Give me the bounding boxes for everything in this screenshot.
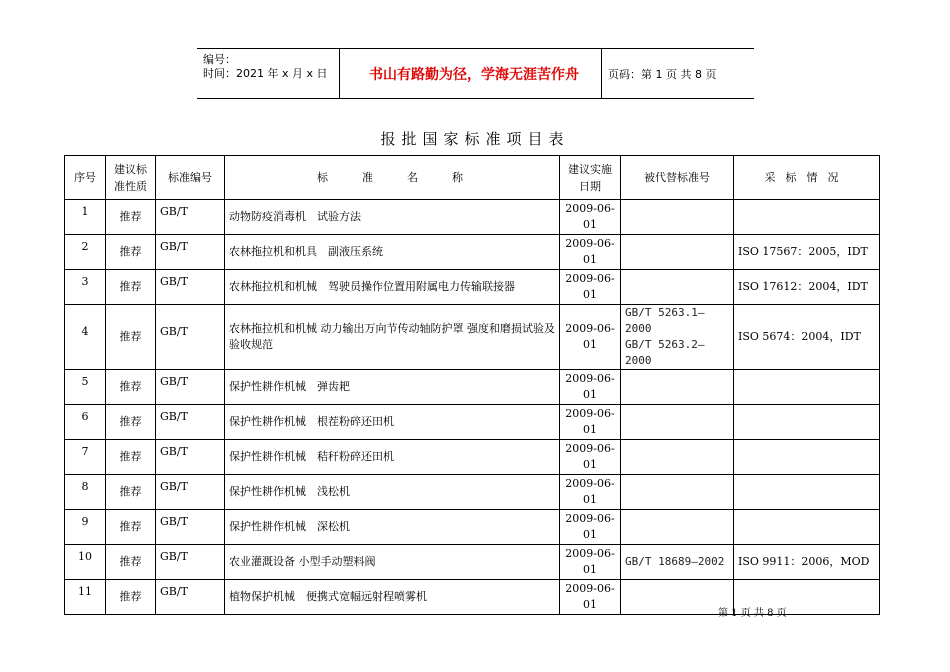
cell-std-no-text: GB/T (160, 325, 188, 338)
cell-name (225, 545, 560, 580)
cell-name-text: 植物保护机械 便携式宽幅远射程喷雾机 (229, 590, 427, 603)
table-row (65, 545, 880, 580)
cell-date (560, 510, 621, 545)
cell-nature-text: 推荐 (119, 485, 142, 498)
cell-name (225, 305, 560, 370)
cell-date-text: 2009-06-01 (565, 442, 615, 471)
cell-date (560, 270, 621, 305)
cell-seq-text: 10 (78, 550, 92, 563)
cell-nature-text: 推荐 (119, 590, 142, 603)
cell-name-text: 保护性耕作机械 秸秆粉碎还田机 (229, 450, 394, 463)
cell-date (560, 305, 621, 370)
cell-replaced (621, 200, 734, 235)
cell-seq (65, 510, 106, 545)
document-number-label: 编号： (203, 53, 236, 66)
cell-std-no (156, 200, 225, 235)
cell-name-text: 农林拖拉机和机具 副液压系统 (229, 245, 383, 258)
cell-replaced-text: GB/T 5263.1—2000 GB/T 5263.2—2000 (625, 306, 705, 367)
cell-nature-text: 推荐 (119, 210, 142, 223)
cell-std-no (156, 405, 225, 440)
cell-seq-text: 11 (78, 585, 92, 598)
cell-nature (106, 510, 156, 545)
cell-replaced (621, 440, 734, 475)
cell-std-no (156, 510, 225, 545)
cell-std-no (156, 270, 225, 305)
cell-std-no-text: GB/T (160, 445, 188, 458)
cell-replaced (621, 370, 734, 405)
cell-nature (106, 440, 156, 475)
cell-nature-text: 推荐 (119, 555, 142, 568)
header-page-info: 页码：第 1 页 共 8 页 (608, 68, 717, 81)
cell-seq-text: 4 (81, 325, 89, 338)
cell-adoption (734, 475, 880, 510)
cell-adoption (734, 200, 880, 235)
cell-date (560, 200, 621, 235)
cell-date-text: 2009-06-01 (565, 582, 615, 611)
cell-seq (65, 200, 106, 235)
table-header-row (65, 156, 880, 200)
cell-adoption (734, 370, 880, 405)
cell-adoption (734, 545, 880, 580)
cell-name-text: 保护性耕作机械 根茬粉碎还田机 (229, 415, 394, 428)
cell-adoption (734, 405, 880, 440)
cell-nature-text: 推荐 (119, 415, 142, 428)
cell-std-no-text: GB/T (160, 585, 188, 598)
cell-nature (106, 405, 156, 440)
cell-replaced (621, 475, 734, 510)
cell-std-no (156, 305, 225, 370)
cell-name (225, 440, 560, 475)
cell-seq (65, 305, 106, 370)
cell-nature (106, 305, 156, 370)
cell-seq-text: 5 (81, 375, 89, 388)
cell-std-no (156, 235, 225, 270)
cell-std-no (156, 440, 225, 475)
cell-replaced (621, 235, 734, 270)
cell-std-no-text: GB/T (160, 240, 188, 253)
cell-name-text: 保护性耕作机械 浅松机 (229, 485, 350, 498)
cell-nature (106, 200, 156, 235)
cell-nature-text: 推荐 (119, 380, 142, 393)
cell-name-text: 保护性耕作机械 弹齿耙 (229, 380, 350, 393)
cell-name-text: 保护性耕作机械 深松机 (229, 520, 350, 533)
cell-std-no (156, 545, 225, 580)
cell-date-text: 2009-06-01 (565, 237, 615, 266)
cell-std-no-text: GB/T (160, 375, 188, 388)
cell-date (560, 405, 621, 440)
cell-name-text: 农林拖拉机和机械 驾驶员操作位置用附属电力传输联接器 (229, 280, 515, 293)
cell-date-text: 2009-06-01 (565, 372, 615, 401)
cell-name-text: 动物防疫消毒机 试验方法 (229, 210, 361, 223)
cell-std-no (156, 475, 225, 510)
cell-nature (106, 545, 156, 580)
cell-nature (106, 370, 156, 405)
cell-name (225, 510, 560, 545)
cell-name-text: 农林拖拉机和机械 动力输出万向节传动轴防护罩 强度和磨损试验及验收规范 (229, 322, 555, 351)
table-row (65, 200, 880, 235)
cell-replaced (621, 305, 734, 370)
table-row (65, 440, 880, 475)
cell-replaced (621, 270, 734, 305)
cell-nature (106, 235, 156, 270)
cell-std-no-text: GB/T (160, 550, 188, 563)
cell-seq (65, 475, 106, 510)
table-row (65, 405, 880, 440)
cell-std-no-text: GB/T (160, 480, 188, 493)
table-row (65, 235, 880, 270)
cell-name (225, 580, 560, 615)
cell-seq-text: 9 (81, 515, 89, 528)
cell-std-no-text: GB/T (160, 275, 188, 288)
header-divider (339, 49, 340, 98)
cell-replaced (621, 545, 734, 580)
cell-nature-text: 推荐 (119, 520, 142, 533)
header-meta (197, 49, 339, 98)
column-header-date: 建议实施日期 (560, 156, 621, 200)
cell-date (560, 440, 621, 475)
cell-adoption (734, 270, 880, 305)
cell-adoption-text: ISO 9911：2006，MOD (738, 555, 870, 568)
cell-replaced (621, 405, 734, 440)
cell-seq (65, 545, 106, 580)
cell-date (560, 370, 621, 405)
cell-seq (65, 370, 106, 405)
cell-date-text: 2009-06-01 (565, 322, 615, 351)
page-title: 报批国家标准项目表 (380, 130, 570, 148)
cell-name (225, 405, 560, 440)
cell-replaced-text: GB/T 18689—2002 (625, 555, 725, 568)
cell-seq (65, 235, 106, 270)
table-row (65, 305, 880, 370)
cell-name (225, 200, 560, 235)
cell-seq (65, 270, 106, 305)
table-row (65, 475, 880, 510)
document-header (197, 48, 754, 99)
cell-name (225, 270, 560, 305)
table-row (65, 270, 880, 305)
cell-date (560, 475, 621, 510)
table-body (65, 200, 880, 615)
column-header-name: 标准名称 (225, 156, 560, 200)
cell-seq-text: 6 (81, 410, 89, 423)
cell-nature (106, 270, 156, 305)
cell-name (225, 475, 560, 510)
header-motto: 书山有路勤为径，学海无涯苦作舟 (369, 67, 579, 83)
cell-adoption-text: ISO 5674：2004，IDT (738, 330, 861, 343)
cell-seq (65, 580, 106, 615)
cell-adoption (734, 440, 880, 475)
cell-adoption (734, 235, 880, 270)
cell-nature (106, 475, 156, 510)
cell-seq-text: 7 (81, 445, 89, 458)
cell-seq (65, 405, 106, 440)
cell-date-text: 2009-06-01 (565, 272, 615, 301)
column-header-std-no: 标准编号 (156, 156, 225, 200)
cell-name-text: 农业灌溉设备 小型手动塑料阀 (229, 555, 376, 568)
cell-seq-text: 1 (81, 205, 89, 218)
cell-date (560, 545, 621, 580)
cell-nature-text: 推荐 (119, 450, 142, 463)
cell-std-no-text: GB/T (160, 515, 188, 528)
cell-date-text: 2009-06-01 (565, 512, 615, 541)
cell-nature-text: 推荐 (119, 280, 142, 293)
cell-adoption-text: ISO 17567：2005，IDT (738, 245, 868, 258)
page-footer: 第 1 页 共 8 页 (718, 608, 787, 619)
table-row (65, 510, 880, 545)
table-row (65, 370, 880, 405)
cell-std-no (156, 580, 225, 615)
cell-std-no-text: GB/T (160, 205, 188, 218)
cell-date-text: 2009-06-01 (565, 547, 615, 576)
cell-seq-text: 2 (81, 240, 89, 253)
cell-date (560, 235, 621, 270)
cell-replaced (621, 510, 734, 545)
cell-replaced (621, 580, 734, 615)
column-header-seq: 序号 (65, 156, 106, 200)
cell-date-text: 2009-06-01 (565, 407, 615, 436)
column-header-replaced: 被代替标准号 (621, 156, 734, 200)
cell-date-text: 2009-06-01 (565, 202, 615, 231)
cell-std-no (156, 370, 225, 405)
cell-seq-text: 3 (81, 275, 89, 288)
cell-nature-text: 推荐 (119, 245, 142, 258)
column-header-adoption: 采标情况 (734, 156, 880, 200)
document-time-label: 时间：2021 年 x 月 x 日 (203, 67, 328, 80)
cell-seq-text: 8 (81, 480, 89, 493)
cell-adoption (734, 305, 880, 370)
cell-nature (106, 580, 156, 615)
cell-adoption-text: ISO 17612：2004，IDT (738, 280, 868, 293)
cell-adoption (734, 510, 880, 545)
cell-date-text: 2009-06-01 (565, 477, 615, 506)
cell-nature-text: 推荐 (119, 330, 142, 343)
cell-date (560, 580, 621, 615)
standards-table (64, 155, 880, 615)
cell-name (225, 235, 560, 270)
cell-seq (65, 440, 106, 475)
cell-name (225, 370, 560, 405)
column-header-nature: 建议标准性质 (106, 156, 156, 200)
cell-std-no-text: GB/T (160, 410, 188, 423)
header-divider (601, 49, 602, 98)
